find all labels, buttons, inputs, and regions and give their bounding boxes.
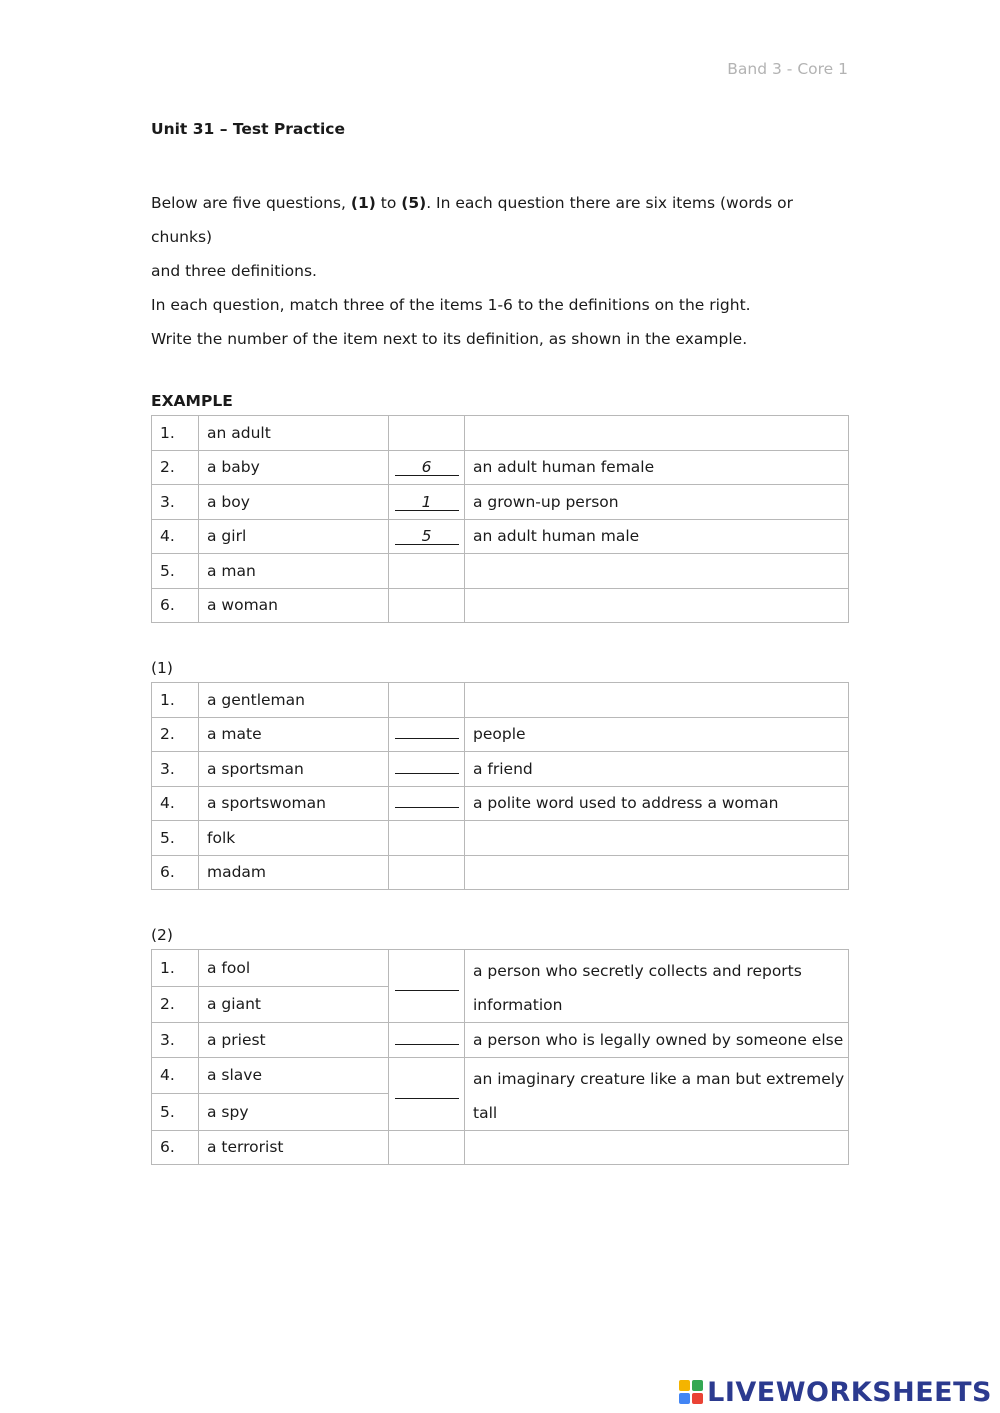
- table-row: [152, 1130, 849, 1165]
- definition: a polite word used to address a woman: [465, 786, 849, 821]
- definition: an imaginary creature like a man but extremely tall: [465, 1057, 849, 1130]
- item-number: 4.: [152, 786, 199, 821]
- item-word: a woman: [199, 588, 389, 623]
- table-row: [152, 588, 849, 623]
- answer-cell: [389, 855, 465, 890]
- answer-line[interactable]: [395, 976, 459, 991]
- item-number: 5.: [152, 821, 199, 856]
- item-number: 1.: [152, 416, 199, 451]
- item-word: a slave: [199, 1057, 389, 1094]
- item-word: a mate: [199, 717, 389, 752]
- item-word: a giant: [199, 986, 389, 1023]
- answer-line[interactable]: [395, 1084, 459, 1099]
- table-row: [152, 950, 849, 987]
- instruction-line-3: In each question, match three of the items 1-6 to the definitions on the right.: [151, 296, 751, 314]
- definition: [465, 554, 849, 589]
- definition: a grown-up person: [465, 485, 849, 520]
- item-word: a fool: [199, 950, 389, 987]
- item-word: a boy: [199, 485, 389, 520]
- definition: a friend: [465, 752, 849, 787]
- item-word: a spy: [199, 1094, 389, 1131]
- answer-cell: [389, 485, 465, 520]
- table-row: [152, 554, 849, 589]
- item-number: 3.: [152, 485, 199, 520]
- table-row: [152, 1057, 849, 1094]
- item-number: 4.: [152, 1057, 199, 1094]
- item-word: a terrorist: [199, 1130, 389, 1165]
- item-number: 6.: [152, 855, 199, 890]
- worksheet: [151, 118, 849, 1165]
- table-row: [152, 450, 849, 485]
- answer-cell: [389, 450, 465, 485]
- table-row: [152, 519, 849, 554]
- definition: [465, 416, 849, 451]
- table-row: [152, 1023, 849, 1058]
- answer-blank[interactable]: [389, 950, 465, 1023]
- question-2-table: [151, 949, 849, 1165]
- answer-cell: [389, 554, 465, 589]
- item-number: 3.: [152, 752, 199, 787]
- item-number: 1.: [152, 683, 199, 718]
- example-table: [151, 415, 849, 623]
- table-row: [152, 485, 849, 520]
- answer-cell: [389, 683, 465, 718]
- table-row: [152, 786, 849, 821]
- unit-title: Unit 31 – Test Practice: [151, 120, 345, 138]
- answer-line[interactable]: [395, 1030, 459, 1045]
- item-word: an adult: [199, 416, 389, 451]
- item-number: 3.: [152, 1023, 199, 1058]
- definition: [465, 1130, 849, 1165]
- item-word: a sportswoman: [199, 786, 389, 821]
- answer-cell: [389, 821, 465, 856]
- definition: an adult human female: [465, 450, 849, 485]
- example-heading: EXAMPLE: [151, 392, 233, 410]
- answer-cell: [389, 416, 465, 451]
- liveworksheets-logo[interactable]: [679, 1375, 992, 1409]
- table-row: [152, 717, 849, 752]
- instructions: [151, 186, 849, 356]
- table-row: [152, 855, 849, 890]
- item-word: a sportsman: [199, 752, 389, 787]
- instruction-line-1: Below are five questions, (1) to (5). In each question there are six items (words or chunks): [151, 194, 793, 246]
- item-word: a baby: [199, 450, 389, 485]
- instruction-line-4: Write the number of the item next to its definition, as shown in the example.: [151, 330, 748, 348]
- question-1-label: (1): [151, 659, 173, 677]
- definition: an adult human male: [465, 519, 849, 554]
- item-number: 2.: [152, 986, 199, 1023]
- item-number: 5.: [152, 554, 199, 589]
- answer-line[interactable]: [395, 724, 459, 739]
- item-word: a priest: [199, 1023, 389, 1058]
- answer-blank[interactable]: [389, 1057, 465, 1130]
- answer-cell: [389, 519, 465, 554]
- item-word: a man: [199, 554, 389, 589]
- item-number: 2.: [152, 450, 199, 485]
- item-number: 4.: [152, 519, 199, 554]
- definition: people: [465, 717, 849, 752]
- answer-cell: [389, 1130, 465, 1165]
- example-answer: 1: [395, 494, 459, 511]
- definition: [465, 821, 849, 856]
- answer-blank[interactable]: [389, 752, 465, 787]
- band-label: Band 3 - Core 1: [727, 60, 848, 78]
- item-word: madam: [199, 855, 389, 890]
- answer-blank[interactable]: [389, 786, 465, 821]
- table-row: [152, 683, 849, 718]
- item-number: 6.: [152, 588, 199, 623]
- question-2-label: (2): [151, 926, 173, 944]
- definition: a person who is legally owned by someone else: [465, 1023, 849, 1058]
- item-word: a gentleman: [199, 683, 389, 718]
- item-number: 2.: [152, 717, 199, 752]
- question-1-table: [151, 682, 849, 890]
- definition: [465, 588, 849, 623]
- answer-line[interactable]: [395, 793, 459, 808]
- item-number: 1.: [152, 950, 199, 987]
- definition: a person who secretly collects and reports information: [465, 950, 849, 1023]
- table-row: [152, 821, 849, 856]
- logo-mark-icon: [679, 1380, 703, 1404]
- definition: [465, 683, 849, 718]
- example-answer: 5: [395, 528, 459, 545]
- answer-cell: [389, 588, 465, 623]
- table-row: [152, 416, 849, 451]
- item-word: folk: [199, 821, 389, 856]
- answer-blank[interactable]: [389, 1023, 465, 1058]
- answer-blank[interactable]: [389, 717, 465, 752]
- item-number: 5.: [152, 1094, 199, 1131]
- instruction-line-2: and three definitions.: [151, 262, 317, 280]
- definition: [465, 855, 849, 890]
- example-answer: 6: [395, 459, 459, 476]
- logo-text: LIVEWORKSHEETS: [707, 1376, 992, 1408]
- item-word: a girl: [199, 519, 389, 554]
- answer-line[interactable]: [395, 759, 459, 774]
- item-number: 6.: [152, 1130, 199, 1165]
- table-row: [152, 752, 849, 787]
